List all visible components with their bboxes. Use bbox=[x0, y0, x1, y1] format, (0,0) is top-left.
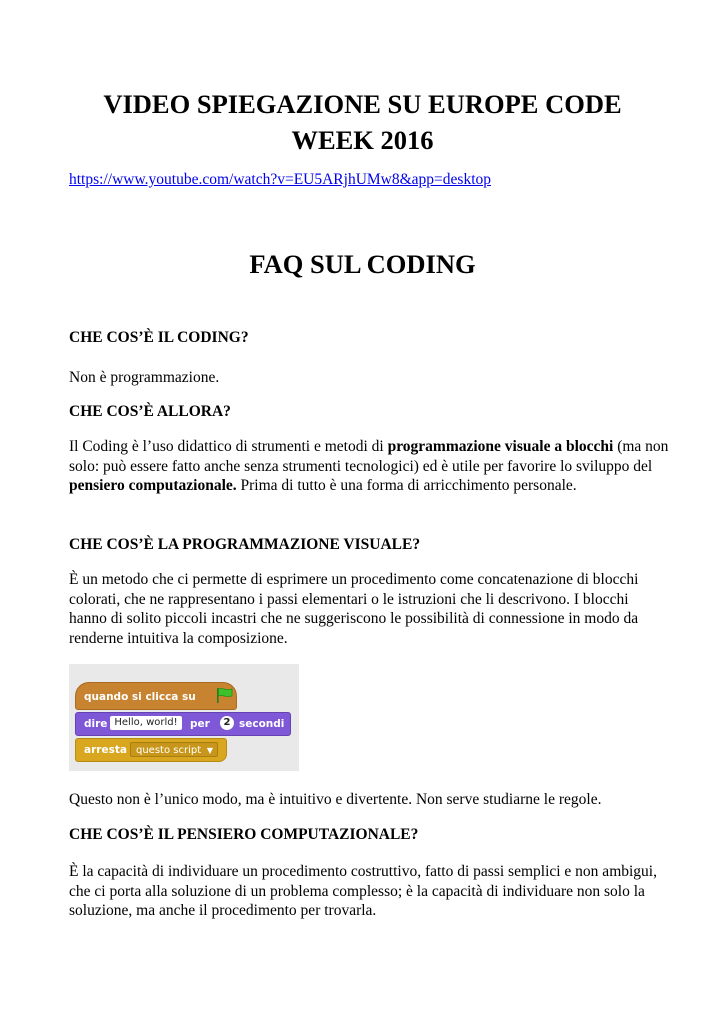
scratch-stop-dropdown bbox=[130, 742, 218, 757]
question-programmazione-visuale: CHE COS’È LA PROGRAMMAZIONE VISUALE? bbox=[69, 536, 421, 553]
answer-allora-text-3: Prima di tutto è una forma di arricchimento personale. bbox=[236, 477, 577, 495]
scratch-blocks-image bbox=[69, 664, 299, 771]
answer-allora-bold-2: pensiero computazionale. bbox=[69, 477, 237, 495]
scratch-per-label: per bbox=[190, 718, 210, 730]
scratch-say-label: dire bbox=[84, 718, 108, 730]
dropdown-arrow-icon: ▼ bbox=[206, 746, 213, 755]
faq-heading: FAQ SUL CODING bbox=[249, 249, 476, 279]
green-flag-icon bbox=[216, 687, 234, 703]
question-pensiero-computazionale: CHE COS’È IL PENSIERO COMPUTAZIONALE? bbox=[69, 826, 419, 843]
scratch-stop-label: arresta bbox=[84, 744, 127, 756]
answer-allora-bold-1: programmazione visuale a blocchi bbox=[387, 438, 614, 455]
scratch-hat-label: quando si clicca su bbox=[84, 691, 196, 703]
scratch-say-block bbox=[75, 712, 291, 736]
question-allora: CHE COS’È ALLORA? bbox=[69, 403, 231, 420]
answer-pensiero-computazionale: È la capacità di individuare un procedimento costruttivo, fatto di passi semplici e non ambigui, che ci porta alla soluzione di un problema complesso; è la capacità di individuare non solo la soluzione, ma anche il procedimento per trovarla. bbox=[69, 863, 657, 920]
question-coding: CHE COS’È IL CODING? bbox=[69, 329, 249, 346]
answer-allora-text-1: Il Coding è l’uso didattico di strumenti e metodi di bbox=[69, 438, 388, 455]
title-line-2: WEEK 2016 bbox=[291, 125, 434, 155]
paragraph-unico-modo: Questo non è l’unico modo, ma è intuitivo e divertente. Non serve studiarne le regole. bbox=[69, 791, 602, 808]
title-line-1: VIDEO SPIEGAZIONE SU EUROPE CODE bbox=[103, 89, 622, 119]
scratch-seconds-label: secondi bbox=[239, 718, 285, 730]
scratch-stop-block bbox=[75, 738, 227, 762]
youtube-link[interactable]: https://www.youtube.com/watch?v=EU5ARjhUMw8&app=desktop bbox=[69, 171, 492, 188]
scratch-seconds-input: 2 bbox=[220, 716, 234, 730]
answer-allora-text-2: (ma non solo: può essere fatto anche senza strumenti tecnologici) ed è utile per favorire lo sviluppo del bbox=[69, 438, 669, 475]
scratch-stop-option: questo script bbox=[136, 745, 202, 756]
answer-coding: Non è programmazione. bbox=[69, 369, 220, 386]
scratch-say-input: Hello, world! bbox=[110, 716, 182, 730]
answer-programmazione-visuale: È un metodo che ci permette di esprimere un procedimento come concatenazione di blocchi colorati, che ne rappresentano i passi elementari o le istruzioni che li descrivono. I blocchi hanno di solito piccoli incastri che ne suggeriscono le possibilità di connessione in modo da renderne intuitiva la composizione. bbox=[69, 571, 639, 647]
scratch-when-flag-block bbox=[75, 682, 237, 710]
answer-allora bbox=[69, 437, 669, 496]
page-title bbox=[0, 86, 725, 158]
